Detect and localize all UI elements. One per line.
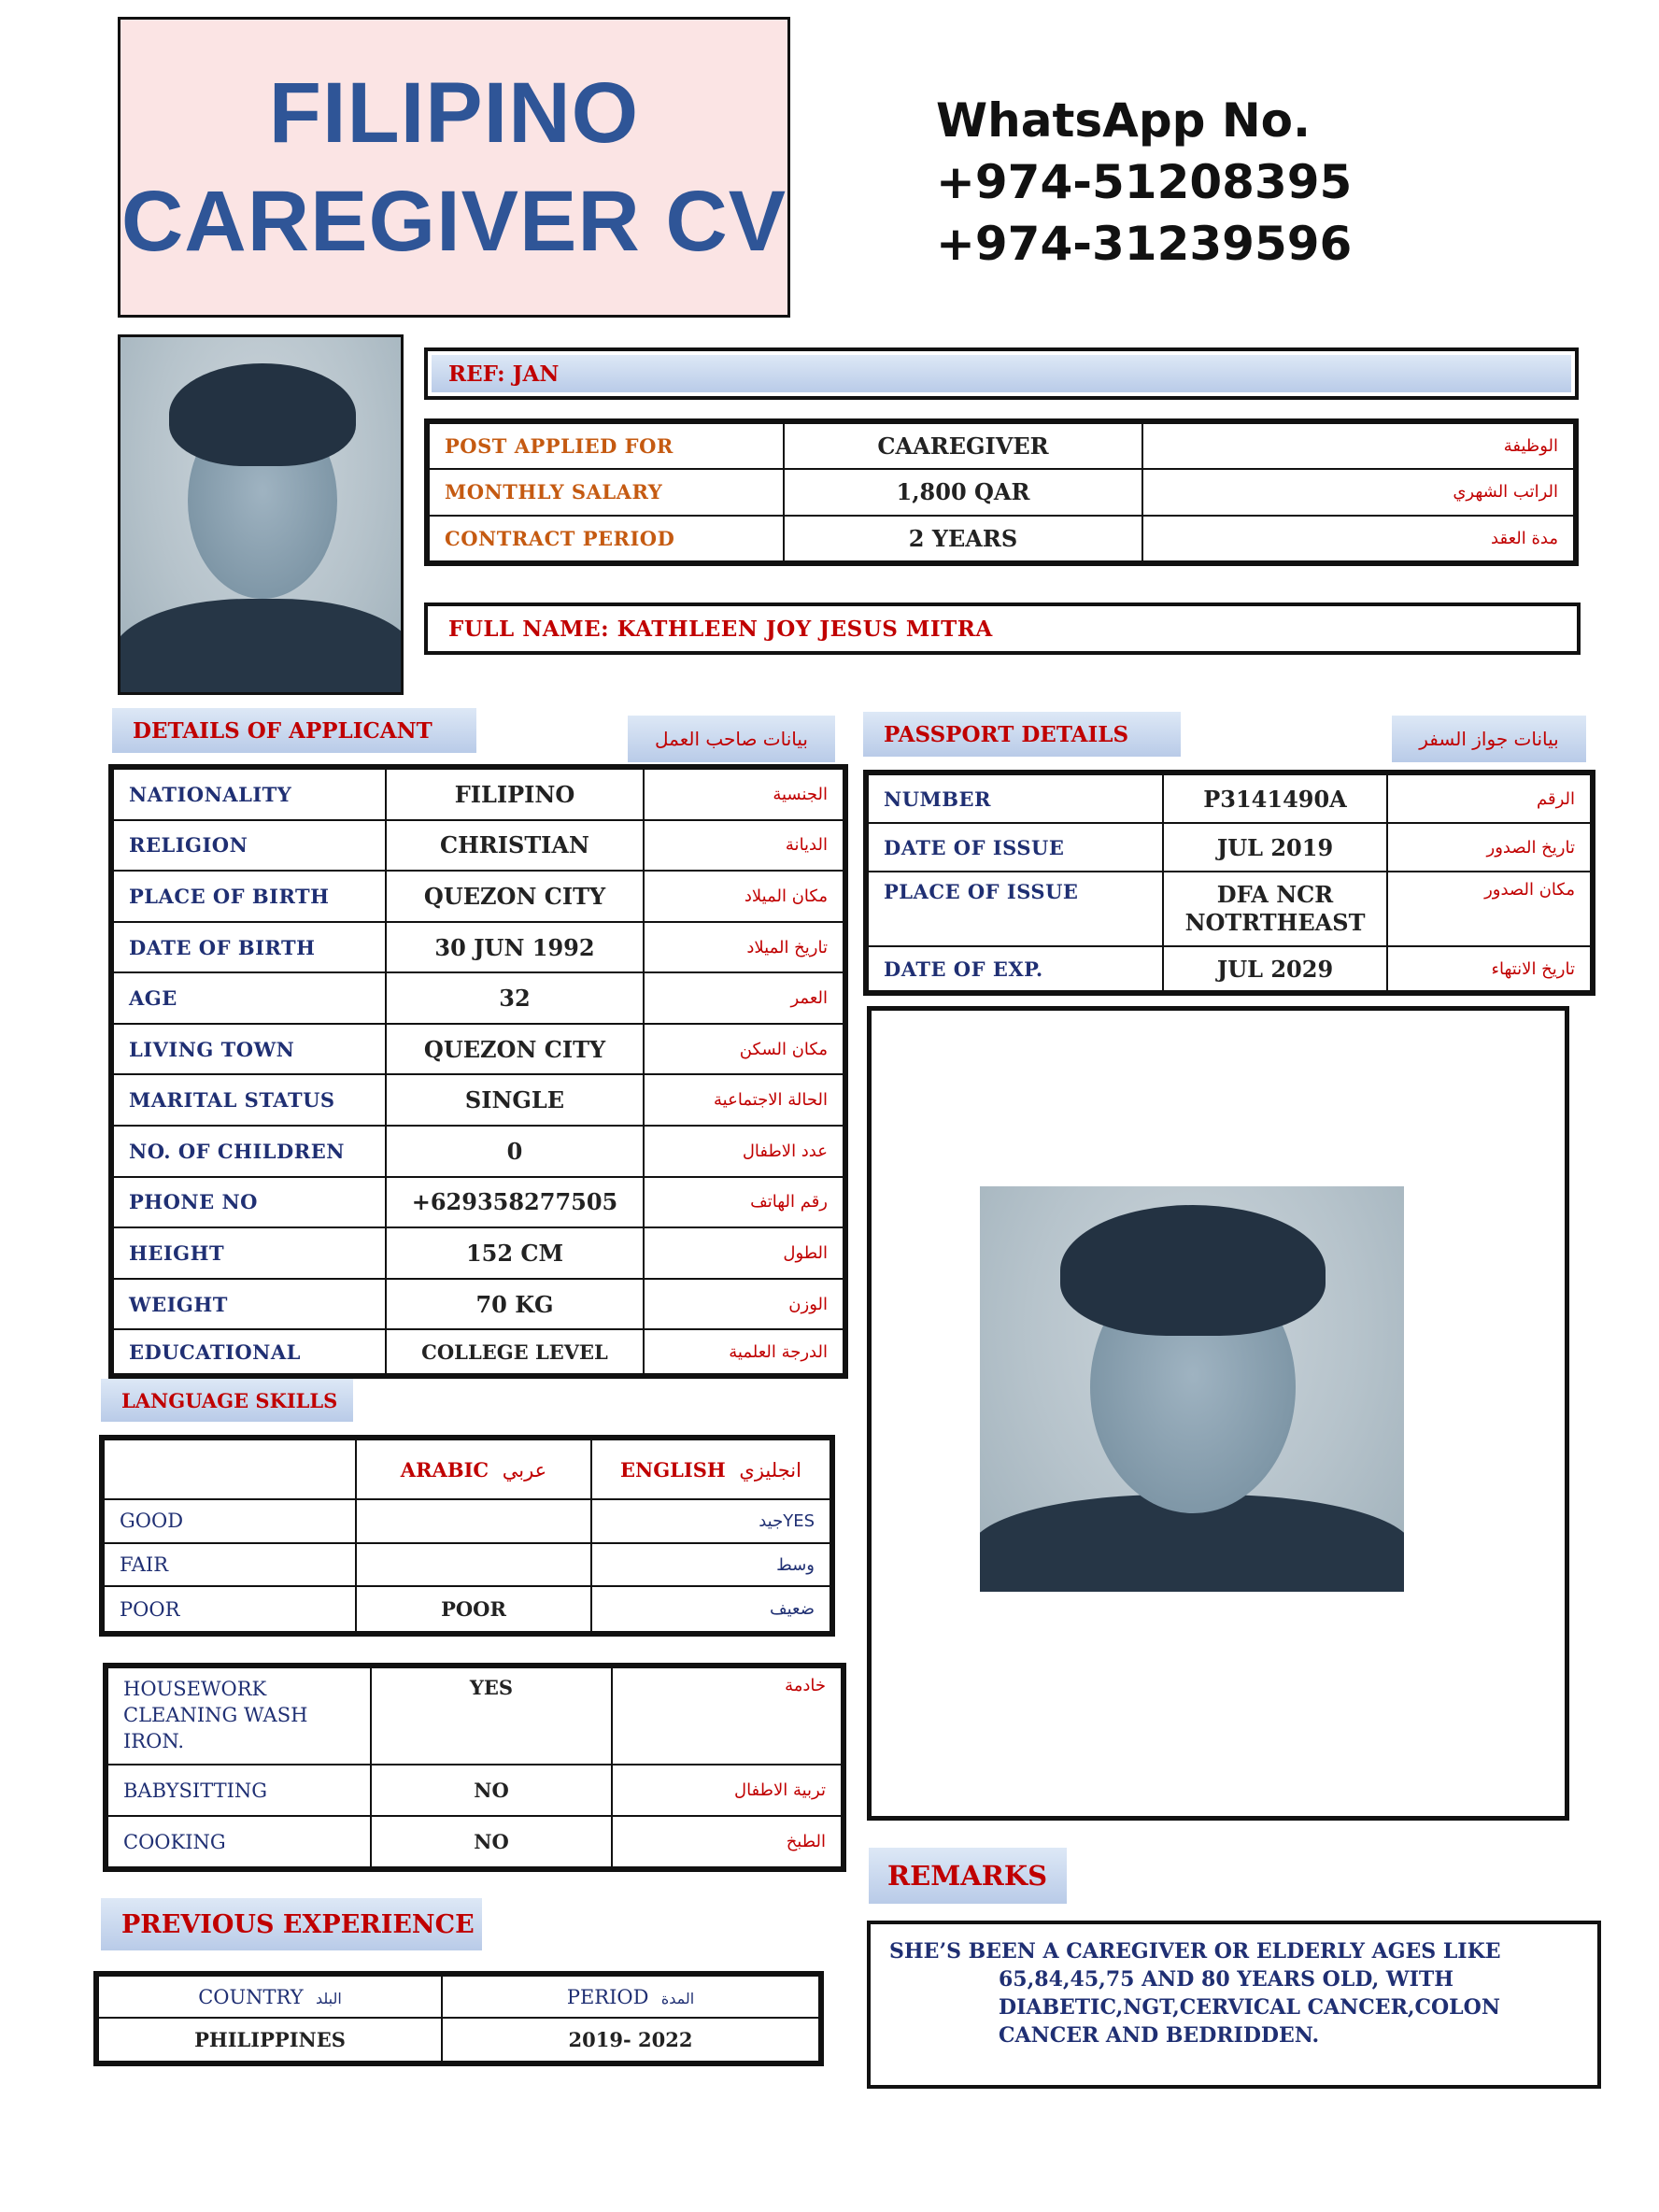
detail-label: PHONE NO [113, 1177, 386, 1228]
detail-value: 152 CM [386, 1227, 644, 1279]
detail-value: 0 [386, 1126, 644, 1177]
skill-value: NO [371, 1765, 612, 1816]
table-row [113, 1279, 844, 1330]
detail-arabic: الدرجة العلمية [644, 1329, 844, 1374]
skill-value: NO [371, 1816, 612, 1867]
job-label: POST APPLIED FOR [429, 423, 784, 469]
skill-label: HOUSEWORK CLEANING WASH IRON. [107, 1667, 371, 1765]
passport-label: DATE OF ISSUE [868, 823, 1163, 872]
detail-value: +629358277505 [386, 1177, 644, 1228]
detail-arabic: عدد الاطفال [644, 1126, 844, 1177]
detail-label: NATIONALITY [113, 769, 386, 820]
detail-value: 70 KG [386, 1279, 644, 1330]
table-row [113, 1329, 844, 1374]
detail-value: QUEZON CITY [386, 1024, 644, 1075]
detail-value: SINGLE [386, 1074, 644, 1126]
skills-table [103, 1663, 846, 1872]
detail-label: MARITAL STATUS [113, 1074, 386, 1126]
language-col-english: ENGLISH انجليزي [591, 1439, 830, 1499]
experience-title: PREVIOUS EXPERIENCE [101, 1898, 482, 1950]
language-arabic-value [356, 1499, 591, 1543]
passport-title: PASSPORT DETAILS [863, 712, 1181, 757]
table-row [113, 922, 844, 973]
language-level: POOR [104, 1586, 356, 1632]
table-row [113, 972, 844, 1024]
remarks-line: 65,84,45,75 AND 80 YEARS OLD, WITH [999, 1967, 1454, 1992]
table-row [113, 1024, 844, 1075]
passport-arabic: تاريخ الانتهاء [1387, 946, 1591, 991]
cv-title-line2: CAREGIVER CV [121, 174, 787, 269]
job-value: 1,800 QAR [784, 469, 1142, 515]
detail-value: FILIPINO [386, 769, 644, 820]
table-row [429, 423, 1574, 469]
table-row [113, 1126, 844, 1177]
skill-arabic: الطبخ [612, 1816, 842, 1867]
remarks-box [867, 1921, 1601, 2089]
skill-value: YES [371, 1667, 612, 1765]
detail-label: LIVING TOWN [113, 1024, 386, 1075]
table-row [107, 1816, 842, 1867]
remarks-line: SHE’S BEEN A CAREGIVER OR ELDERLY AGES LIKE [889, 1939, 1501, 1964]
whatsapp-label: WhatsApp No. [936, 93, 1312, 148]
whatsapp-phone-2: +974-31239596 [936, 217, 1353, 271]
table-row [98, 1976, 819, 2018]
language-col-arabic: ARABIC عربي [356, 1439, 591, 1499]
ref-bar [424, 347, 1579, 400]
experience-table [93, 1971, 824, 2066]
table-row [98, 2018, 819, 2062]
experience-col-country: COUNTRY البلد [98, 1976, 442, 2018]
passport-table [863, 770, 1595, 996]
applicant-photo [118, 334, 404, 695]
table-row [429, 516, 1574, 561]
detail-arabic: تاريخ الميلاد [644, 922, 844, 973]
detail-arabic: العمر [644, 972, 844, 1024]
detail-value: CHRISTIAN [386, 820, 644, 872]
table-row [113, 769, 844, 820]
job-arabic: الراتب الشهري [1142, 469, 1574, 515]
experience-col-period: PERIOD المدة [442, 1976, 819, 2018]
experience-period: 2019- 2022 [442, 2018, 819, 2062]
remarks-title: REMARKS [869, 1848, 1067, 1904]
detail-value: QUEZON CITY [386, 871, 644, 922]
job-label: CONTRACT PERIOD [429, 516, 784, 561]
passport-arabic: الرقم [1387, 774, 1591, 823]
contact-block [936, 90, 1496, 275]
detail-value: COLLEGE LEVEL [386, 1329, 644, 1374]
language-english-value: جيدYES [591, 1499, 830, 1543]
passport-label: PLACE OF ISSUE [868, 872, 1163, 946]
passport-title-arabic: بيانات جواز السفر [1392, 716, 1586, 762]
detail-arabic: الوزن [644, 1279, 844, 1330]
job-value: 2 YEARS [784, 516, 1142, 561]
table-row [113, 820, 844, 872]
language-arabic-value: POOR [356, 1586, 591, 1632]
table-row [868, 872, 1591, 946]
language-title: LANGUAGE SKILLS [101, 1379, 353, 1422]
detail-arabic: مكان السكن [644, 1024, 844, 1075]
table-row [104, 1586, 830, 1632]
language-arabic-value [356, 1543, 591, 1587]
table-row [113, 871, 844, 922]
detail-arabic: الديانة [644, 820, 844, 872]
passport-label: NUMBER [868, 774, 1163, 823]
ref-text: REF: JAN [432, 355, 1571, 392]
table-row [868, 946, 1591, 991]
language-level: GOOD [104, 1499, 356, 1543]
detail-arabic: رقم الهاتف [644, 1177, 844, 1228]
cv-title-box [118, 17, 790, 318]
detail-value: 30 JUN 1992 [386, 922, 644, 973]
table-row [104, 1543, 830, 1587]
table-row [868, 774, 1591, 823]
table-row [429, 469, 1574, 515]
experience-country: PHILIPPINES [98, 2018, 442, 2062]
full-name: FULL NAME: KATHLEEN JOY JESUS MITRA [424, 603, 1581, 655]
job-table [424, 418, 1579, 566]
detail-arabic: الجنسية [644, 769, 844, 820]
table-row [113, 1227, 844, 1279]
detail-label: AGE [113, 972, 386, 1024]
job-arabic: الوظيفة [1142, 423, 1574, 469]
detail-arabic: الطول [644, 1227, 844, 1279]
detail-label: DATE OF BIRTH [113, 922, 386, 973]
table-row [107, 1765, 842, 1816]
skill-label: COOKING [107, 1816, 371, 1867]
table-row [104, 1439, 830, 1499]
language-english-value: ضعيف [591, 1586, 830, 1632]
details-title-arabic: بيانات صاحب العمل [628, 716, 835, 762]
table-row [113, 1074, 844, 1126]
detail-arabic: الحالة الاجتماعية [644, 1074, 844, 1126]
table-row [868, 823, 1591, 872]
details-title: DETAILS OF APPLICANT [112, 708, 476, 753]
job-label: MONTHLY SALARY [429, 469, 784, 515]
language-level: FAIR [104, 1543, 356, 1587]
detail-value: 32 [386, 972, 644, 1024]
passport-label: DATE OF EXP. [868, 946, 1163, 991]
passport-arabic: مكان الصدور [1387, 872, 1591, 946]
detail-label: RELIGION [113, 820, 386, 872]
table-row [107, 1667, 842, 1765]
detail-label: PLACE OF BIRTH [113, 871, 386, 922]
passport-value: DFA NCR NOTRTHEAST [1163, 872, 1387, 946]
skill-arabic: خادمة [612, 1667, 842, 1765]
job-value: CAAREGIVER [784, 423, 1142, 469]
remarks-line: CANCER AND BEDRIDDEN. [999, 2023, 1320, 2048]
remarks-line: DIABETIC,NGT,CERVICAL CANCER,COLON [999, 1995, 1500, 2020]
detail-arabic: مكان الميلاد [644, 871, 844, 922]
passport-value: P3141490A [1163, 774, 1387, 823]
language-table [99, 1435, 835, 1637]
detail-label: WEIGHT [113, 1279, 386, 1330]
passport-value: JUL 2019 [1163, 823, 1387, 872]
skill-arabic: تربية الاطفال [612, 1765, 842, 1816]
details-table [108, 764, 848, 1379]
cv-title-line1: FILIPINO [268, 65, 640, 161]
passport-value: JUL 2029 [1163, 946, 1387, 991]
table-row [104, 1499, 830, 1543]
passport-arabic: تاريخ الصدور [1387, 823, 1591, 872]
whatsapp-phone-1: +974-51208395 [936, 155, 1353, 209]
language-english-value: وسط [591, 1543, 830, 1587]
detail-label: EDUCATIONAL [113, 1329, 386, 1374]
detail-label: HEIGHT [113, 1227, 386, 1279]
job-arabic: مدة العقد [1142, 516, 1574, 561]
skill-label: BABYSITTING [107, 1765, 371, 1816]
applicant-full-photo [980, 1186, 1404, 1592]
table-row [113, 1177, 844, 1228]
detail-label: NO. OF CHILDREN [113, 1126, 386, 1177]
